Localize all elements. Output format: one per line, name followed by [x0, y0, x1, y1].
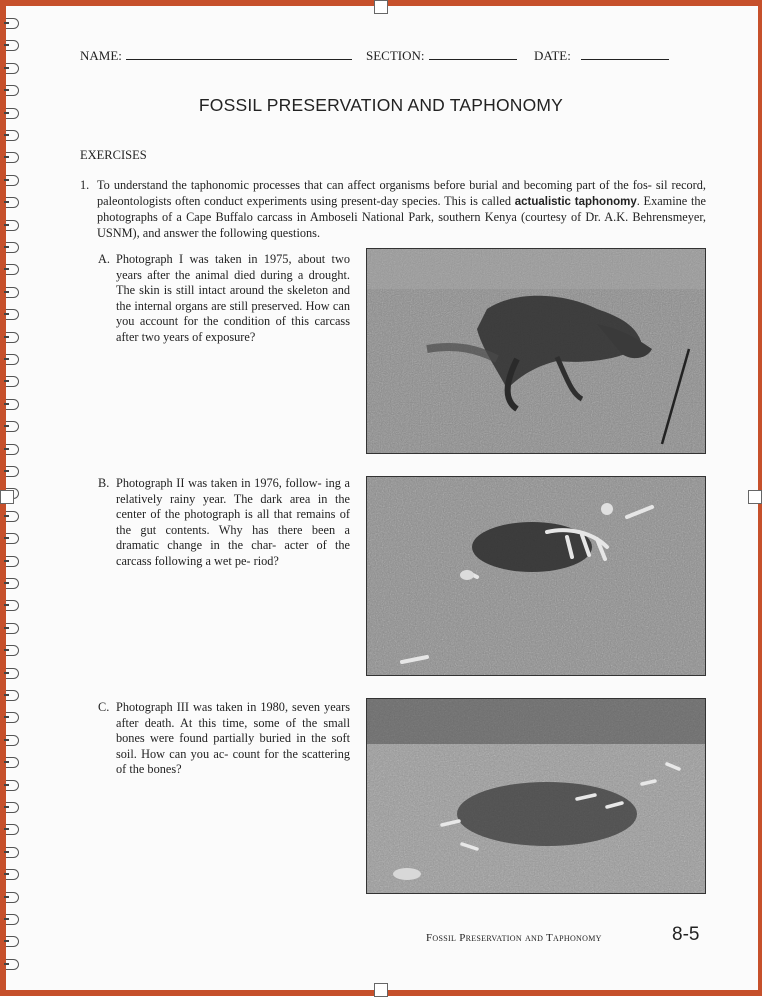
spiral-hole — [4, 649, 9, 651]
spiral-hole — [4, 694, 9, 696]
spiral-hole — [4, 761, 9, 763]
photograph-1 — [366, 248, 706, 454]
spiral-hole — [4, 67, 9, 69]
spiral-hole — [4, 22, 9, 24]
exercises-heading: EXERCISES — [80, 148, 147, 162]
spiral-hole — [4, 582, 9, 584]
subquestion-a — [98, 252, 350, 345]
spiral-hole — [4, 246, 9, 248]
spiral-hole — [4, 44, 9, 46]
photograph-2 — [366, 476, 706, 676]
spiral-hole — [4, 828, 9, 830]
spiral-hole — [4, 896, 9, 898]
question-1 — [80, 178, 706, 241]
page-number: 8-5 — [672, 924, 700, 945]
question-text-rest: . Examine the photographs of a Cape Buffalo carcass in Amboseli National Park, southern Kenya (courtesy of Dr. A.K. Behrensmeyer, USNM), and answer the following questions. — [97, 193, 707, 240]
spiral-hole — [4, 380, 9, 382]
spiral-hole — [4, 179, 9, 181]
spiral-hole — [4, 425, 9, 427]
resize-handle-left[interactable] — [0, 490, 14, 504]
spiral-hole — [4, 940, 9, 942]
section-label: SECTION: — [366, 48, 425, 63]
spiral-hole — [4, 918, 9, 920]
spiral-hole — [4, 560, 9, 562]
subquestion-text: Photograph I was taken in 1975, about two years after the animal died during a drought. The skin is still intact around the skeleton and the internal organs are still preserved. How can you account for the condition of this carcass after two years of exposure? — [116, 252, 350, 344]
spiral-hole — [4, 224, 9, 226]
section-blank — [429, 48, 517, 60]
spiral-hole — [4, 672, 9, 674]
resize-handle-right[interactable] — [748, 490, 762, 504]
spiral-hole — [4, 313, 9, 315]
section-field — [366, 48, 517, 64]
spiral-hole — [4, 268, 9, 270]
photograph-3 — [366, 698, 706, 894]
spiral-hole — [4, 739, 9, 741]
spiral-hole — [4, 291, 9, 293]
date-blank — [581, 48, 669, 60]
question-text — [97, 178, 706, 241]
date-label: DATE: — [534, 48, 571, 63]
name-blank — [126, 48, 352, 60]
spiral-hole — [4, 515, 9, 517]
subquestion-letter: C. — [98, 700, 110, 714]
subquestion-text: Photograph III was taken in 1980, seven years after death. At this time, some of the small bones were found partially buried in the soft soil. How can you ac- count for the scattering of the bones? — [116, 700, 350, 776]
spiral-hole — [4, 358, 9, 360]
spiral-hole — [4, 336, 9, 338]
subquestion-b — [98, 476, 350, 569]
spiral-hole — [4, 963, 9, 965]
spiral-hole — [4, 784, 9, 786]
running-title: Fossil Preservation and Taphonomy — [426, 932, 602, 944]
page-title: FOSSIL PRESERVATION AND TAPHONOMY — [198, 95, 564, 115]
spiral-hole — [4, 89, 9, 91]
spiral-hole — [4, 806, 9, 808]
spiral-hole — [4, 134, 9, 136]
question-number: 1. — [80, 178, 90, 192]
name-label: NAME: — [80, 48, 122, 63]
name-field — [80, 48, 352, 64]
date-field — [534, 48, 669, 64]
resize-handle-bottom[interactable] — [374, 983, 388, 997]
spiral-hole — [4, 851, 9, 853]
spiral-hole — [4, 627, 9, 629]
spiral-hole — [4, 156, 9, 158]
spiral-hole — [4, 716, 9, 718]
spiral-hole — [4, 448, 9, 450]
subquestion-text: Photograph II was taken in 1976, follow- ing a relatively rainy year. The dark area in the center of the photograph is all that remains of the gut contents. Why has there been a dramatic change in the char- acter of the carcass following a wet pe- riod? — [116, 476, 350, 568]
spiral-hole — [4, 201, 9, 203]
question-term: actualistic taphonomy — [514, 195, 637, 208]
question-text-intro: To understand the taphonomic processes that can affect organisms before burial and becoming part of the fos- sil record, paleontologists often conduct experiments using present-day species. This is called — [97, 178, 706, 208]
spiral-hole — [4, 537, 9, 539]
spiral-hole — [4, 873, 9, 875]
subquestion-letter: A. — [98, 252, 110, 266]
spiral-hole — [4, 403, 9, 405]
subquestion-c — [98, 700, 350, 778]
resize-handle-top[interactable] — [374, 0, 388, 14]
spiral-hole — [4, 470, 9, 472]
subquestion-letter: B. — [98, 476, 110, 490]
spiral-hole — [4, 604, 9, 606]
